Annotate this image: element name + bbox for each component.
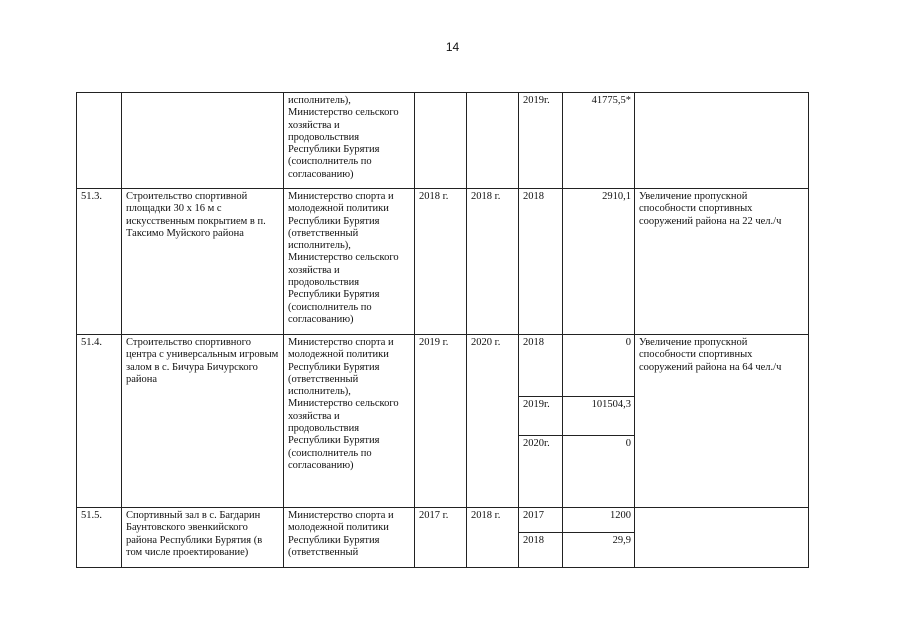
cell-name: Спортивный зал в с. Багдарин Баунтовского эвенкийского района Республики Бурятия (в том числе проектирование) <box>122 508 284 568</box>
page-number: 14 <box>445 40 460 54</box>
cell-name <box>122 93 284 189</box>
cell-result <box>635 93 809 189</box>
cell-amount: 101504,3 <box>563 397 635 436</box>
cell-number: 51.4. <box>77 335 122 508</box>
cell-result: Увеличение пропускной способности спортивных сооружений района на 64 чел./ч <box>635 335 809 508</box>
cell-end <box>467 93 519 189</box>
cell-amount: 41775,5* <box>563 93 635 189</box>
cell-amount: 29,9 <box>563 533 635 568</box>
table-row-51-4 <box>77 335 809 397</box>
cell-end: 2018 г. <box>467 508 519 568</box>
cell-result: Увеличение пропускной способности спортивных сооружений района на 22 чел./ч <box>635 189 809 335</box>
cell-executor: Министерство спорта и молодежной политики Республики Бурятия (ответственный исполнитель), Министерство сельского хозяйства и продовольствия Республики Бурятия (соисполнитель по согласованию) <box>284 189 415 335</box>
cell-end: 2018 г. <box>467 189 519 335</box>
cell-year: 2018 <box>519 189 563 335</box>
cell-year: 2018 <box>519 533 563 568</box>
cell-end: 2020 г. <box>467 335 519 508</box>
cell-name: Строительство спортивной площадки 30 х 16 м с искусственным покрытием в п. Таксимо Муйского района <box>122 189 284 335</box>
measures-table <box>76 92 809 568</box>
cell-name: Строительство спортивного центра с универсальным игровым залом в с. Бичура Бичурского района <box>122 335 284 508</box>
cell-year: 2017 <box>519 508 563 533</box>
cell-year: 2019г. <box>519 397 563 436</box>
cell-start: 2018 г. <box>415 189 467 335</box>
cell-start: 2019 г. <box>415 335 467 508</box>
cell-executor: Министерство спорта и молодежной политики Республики Бурятия (ответственный исполнитель), Министерство сельского хозяйства и продовольствия Республики Бурятия (соисполнитель по согласованию) <box>284 335 415 508</box>
cell-number <box>77 93 122 189</box>
cell-year: 2018 <box>519 335 563 397</box>
cell-start <box>415 93 467 189</box>
table-row-continuation <box>77 93 809 189</box>
table-row-51-3 <box>77 189 809 335</box>
cell-executor: исполнитель), Министерство сельского хозяйства и продовольствия Республики Бурятия (соисполнитель по согласованию) <box>284 93 415 189</box>
cell-start: 2017 г. <box>415 508 467 568</box>
table-row-51-5 <box>77 508 809 533</box>
cell-result <box>635 508 809 568</box>
cell-number: 51.3. <box>77 189 122 335</box>
cell-amount: 0 <box>563 335 635 397</box>
cell-year: 2019г. <box>519 93 563 189</box>
cell-executor: Министерство спорта и молодежной политики Республики Бурятия (ответственный <box>284 508 415 568</box>
cell-number: 51.5. <box>77 508 122 568</box>
cell-amount: 2910,1 <box>563 189 635 335</box>
cell-amount: 1200 <box>563 508 635 533</box>
cell-year: 2020г. <box>519 436 563 508</box>
cell-amount: 0 <box>563 436 635 508</box>
